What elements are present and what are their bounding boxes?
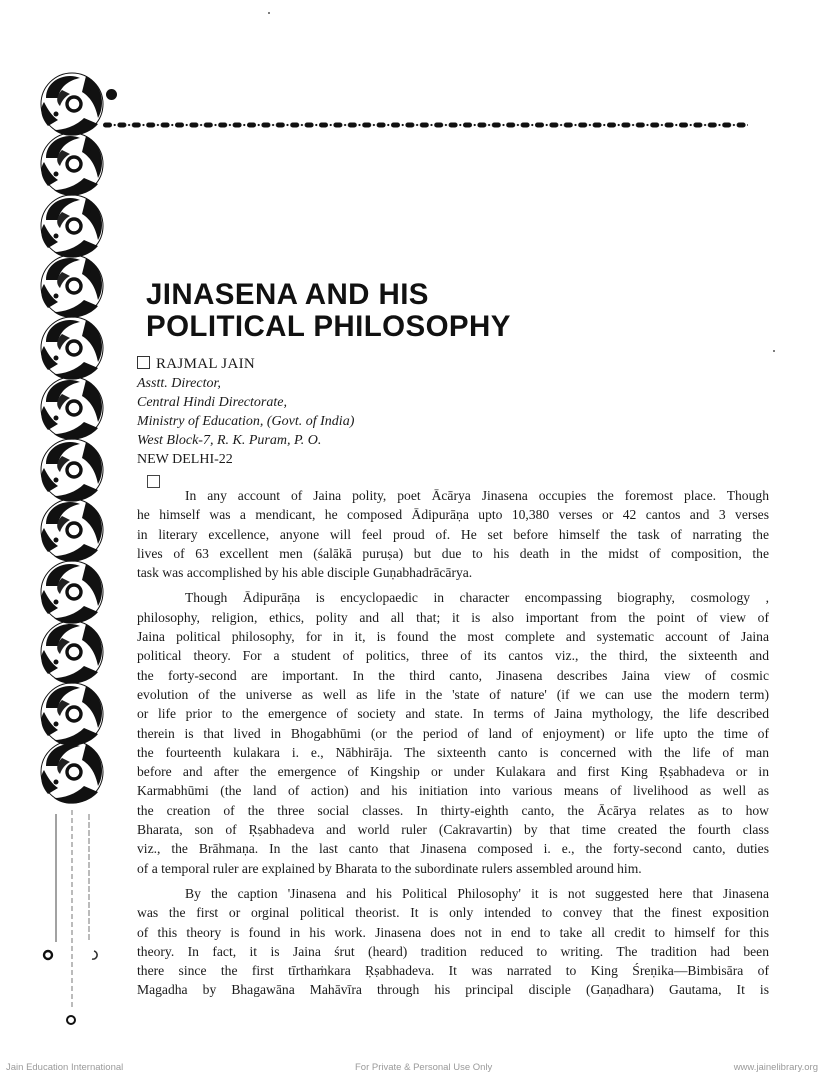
text-line: political theory. For a student of politics, three of its cantos viz., the third, the sixteenth and [137, 648, 769, 664]
text-line: he himself was a mendicant, he composed Ādipurāṇa upto 10,380 verses or 42 cantos and 3 verses [137, 507, 769, 523]
text-line: was the first or orginal political theorist. It is only intended to convey that the finest exposition [137, 905, 769, 921]
author-office: Central Hindi Directorate, [137, 395, 287, 410]
author-address: West Block-7, R. K. Puram, P. O. [137, 433, 322, 448]
text-line: theory. In fact, it is Jaina śrut (heard) tradition reduced to writing. The tradition had been [137, 943, 769, 959]
text-line: therein is that lived in Bhogabhūmi (or the period of land of enjoyment) or life upto the time of [137, 725, 769, 741]
text-line: of this theory is found in his work. Jinasena does not in end to take all credit to himself for this [137, 924, 769, 940]
text-line: viz., the Brāhmaṇa. In the last canto that Jinasena composed i. e., the forty-second canto, duties [137, 841, 769, 857]
scan-speck [773, 350, 775, 352]
title-line-1: JINASENA AND HIS [146, 278, 429, 311]
footer-usage-notice: For Private & Personal Use Only [355, 1062, 493, 1073]
text-line: Bharata, son of Ṛṣabhadeva and world ruler (Cakravartin) by that time created the fourth class [137, 822, 769, 838]
author-designation: Asstt. Director, [137, 376, 221, 391]
text-line: the creation of the three social classes. In thirty-eighth canto, the Ācārya relates as to how [137, 802, 769, 818]
ornament-dot [106, 89, 117, 100]
text-line: In any account of Jaina polity, poet Ācārya Jinasena occupies the foremost place. Though [185, 488, 769, 503]
text-line: Though Ādipurāṇa is encyclopaedic in character encompassing biography, cosmology , [185, 590, 769, 606]
checkbox-square-icon [137, 356, 150, 369]
text-line: the forty-second are important. In the third canto, Jinasena describes Jaina view of cosmic [137, 667, 769, 683]
article-body [137, 486, 769, 1006]
text-line: evolution of the universe as well as life in the 'state of nature' (if we can use the modern term) [137, 686, 769, 702]
author-name: RAJMAL JAIN [156, 356, 255, 372]
article-title [146, 279, 511, 343]
title-line-2: POLITICAL PHILOSOPHY [146, 310, 511, 343]
text-line: in literary excellence, anyone will feel proud of. He set before himself the task of narrating the [137, 526, 769, 542]
author-ministry: Ministry of Education, (Govt. of India) [137, 414, 355, 429]
text-line: task was accomplished by his able disciple Guṇabhadrācārya. [137, 565, 473, 581]
text-line: of a temporal ruler are explained by Bharata to the subordinate rulers assembled around him. [137, 860, 642, 876]
text-line: lives of 63 excellent men (śalākā puruṣa) but due to his death in the midst of composition, the [137, 545, 769, 561]
text-line: the fourteenth kulakara i. e., Nābhirāja. The sixteenth canto is concerned with the life of man [137, 744, 769, 760]
text-line: By the caption 'Jinasena and his Political Philosophy' it is not suggested here that Jinasena [185, 885, 769, 901]
paragraph-3 [137, 884, 769, 1000]
text-line: philosophy, religion, ethics, polity and all that; it is also important from the point of view of [137, 609, 769, 625]
footer-website-link[interactable]: www.jainelibrary.org [733, 1062, 818, 1073]
text-line: Magadha by Bhagawāna Mahāvīra through his principal disciple (Gaṇadhara) Gautama, It is [137, 982, 769, 998]
paragraph-2 [137, 588, 769, 877]
scan-speck [268, 12, 270, 14]
author-city: NEW DELHI-22 [137, 452, 233, 467]
text-line: Jaina political philosophy, for in it, is found the most complete and systematic account of Jaina [137, 629, 769, 645]
dotted-rule-divider [103, 121, 748, 129]
author-byline [137, 355, 354, 469]
text-line: before and after the emergence of Kingship or under Kulakara and first King Ṛṣabhadeva or in [137, 764, 769, 780]
footer-publisher: Jain Education International [6, 1062, 124, 1073]
text-line: Karmabhūmi (the land of action) and his initiation into various means of livelihood as well as [137, 783, 769, 799]
paragraph-1 [137, 486, 769, 582]
text-line: or life prior to the emergence of society and state. In terms of Jaina mythology, the life described [137, 706, 769, 722]
text-line: there since the first tīrthaṁkara Ṛṣabhadeva. It was narrated to King Śreṇika—Bimbisāra of [137, 963, 769, 979]
